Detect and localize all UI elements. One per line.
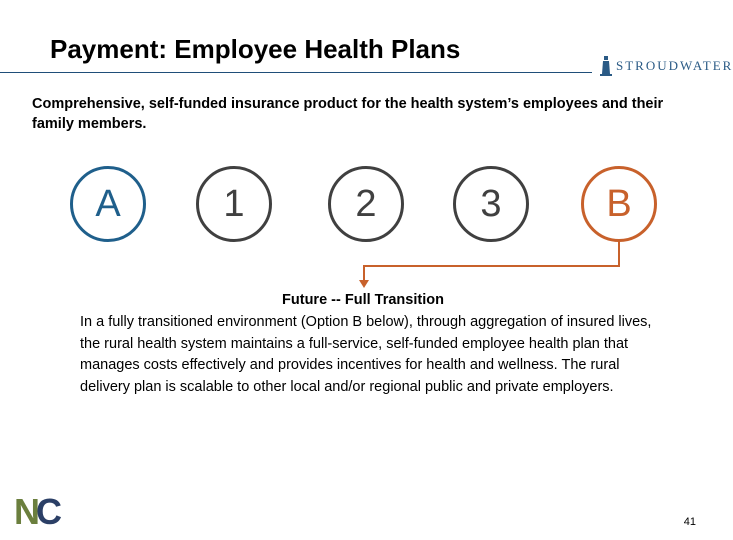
slide-title: Payment: Employee Health Plans	[50, 34, 461, 64]
content-body: In a fully transitioned environment (Option B below), through aggregation of insured lives, the rural health system maintains a full-service, self-funded employee health plan that manages costs effectively and provides incentives for health and wellness. The rural delivery plan is scalable to other local and/or regional public and private employers.	[80, 314, 652, 395]
step-3: 3	[453, 166, 529, 242]
slide-subtitle: Comprehensive, self-funded insurance product for the health system’s employees and their family members.	[32, 96, 664, 132]
content-heading: Future -- Full Transition	[282, 292, 444, 308]
page-number: 41	[683, 516, 696, 528]
step-1: 1	[196, 166, 272, 242]
svg-text:N: N	[14, 491, 40, 532]
logo-text: STROUDWATER	[616, 58, 733, 73]
step-option-b: B	[581, 166, 657, 242]
nc-logo	[14, 492, 64, 537]
step-option-a: A	[70, 166, 146, 242]
svg-text:C: C	[36, 491, 62, 532]
step-2: 2	[328, 166, 404, 242]
